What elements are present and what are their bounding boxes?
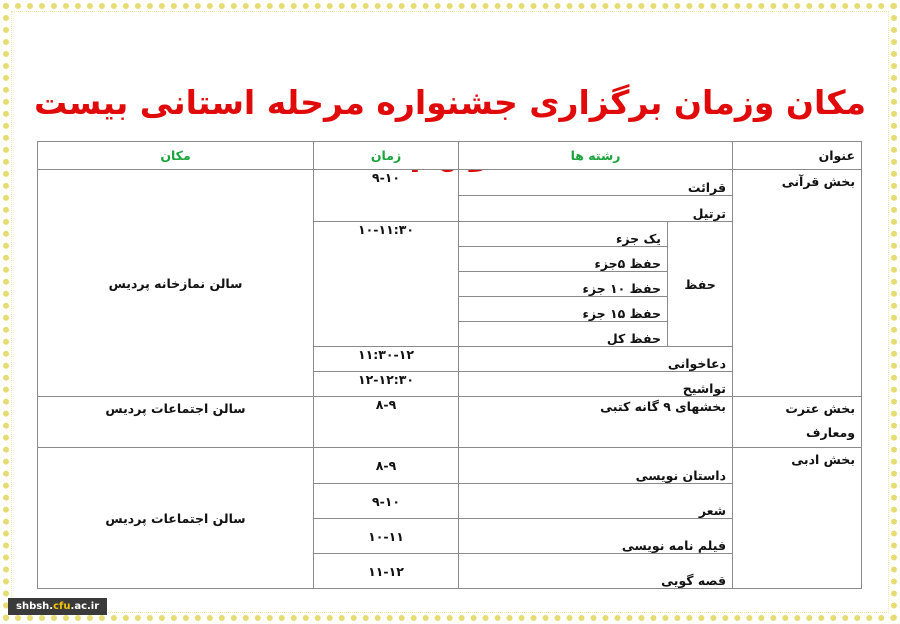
field-tavashih: تواشیح: [459, 372, 733, 397]
site-watermark: [8, 598, 107, 615]
field-tartil: ترتیل: [459, 196, 733, 222]
time-slot: ۱۲-۱۲:۳۰: [314, 372, 459, 397]
time-slot: ۹-۱۰: [314, 170, 459, 222]
header-fields: رشته ها: [459, 142, 733, 170]
place-quran: سالن نمازخانه پردیس: [38, 170, 314, 397]
time-slot: ۸-۹: [314, 397, 459, 448]
field-adabi: شعر: [459, 484, 733, 519]
header-time: زمان: [314, 142, 459, 170]
time-slot: ۸-۹: [314, 448, 459, 484]
schedule-table: [37, 141, 862, 589]
section-adabi-title: بخش ادبی: [733, 448, 862, 589]
section-etrat-title: بخش عترت ومعارف: [733, 397, 862, 448]
table-row: [38, 448, 862, 484]
table-header-row: [38, 142, 862, 170]
time-slot: ۱۰-۱۱:۳۰: [314, 222, 459, 347]
watermark-suffix: .ac.ir: [70, 601, 100, 612]
hifz-item: حفظ کل: [459, 322, 668, 347]
time-slot: ۹-۱۰: [314, 484, 459, 519]
field-etrat: بخشهای ۹ گانه کتبی: [459, 397, 733, 448]
field-doa: دعاخوانی: [459, 347, 733, 372]
time-slot: ۱۱:۳۰-۱۲: [314, 347, 459, 372]
hifz-item: حفظ ۱۵ جزء: [459, 297, 668, 322]
field-adabi: قصه گویی: [459, 554, 733, 589]
page-title: مکان وزمان برگزاری جشنواره مرحله استانی بیست: [33, 83, 867, 122]
field-qiraat: قرائت: [459, 170, 733, 196]
field-adabi: داستان نویسی: [459, 448, 733, 484]
time-slot: ۱۱-۱۲: [314, 554, 459, 589]
header-title: عنوان: [733, 142, 862, 170]
table-row: [38, 170, 862, 196]
hifz-item: یک جزء: [459, 222, 668, 247]
time-slot: ۱۰-۱۱: [314, 519, 459, 554]
field-adabi: فیلم نامه نویسی: [459, 519, 733, 554]
place-etrat: سالن اجتماعات پردیس: [38, 397, 314, 448]
hifz-item: حفظ ۵جزء: [459, 247, 668, 272]
hifz-item: حفظ ۱۰ جزء: [459, 272, 668, 297]
table-row: [38, 397, 862, 448]
watermark-prefix: shbsh.: [16, 601, 54, 612]
header-place: مکان: [38, 142, 314, 170]
field-hifz: حفظ: [668, 222, 733, 347]
place-adabi: سالن اجتماعات پردیس: [38, 448, 314, 589]
section-quran-title: بخش قرآنی: [733, 170, 862, 397]
watermark-accent: cfu: [53, 601, 71, 612]
